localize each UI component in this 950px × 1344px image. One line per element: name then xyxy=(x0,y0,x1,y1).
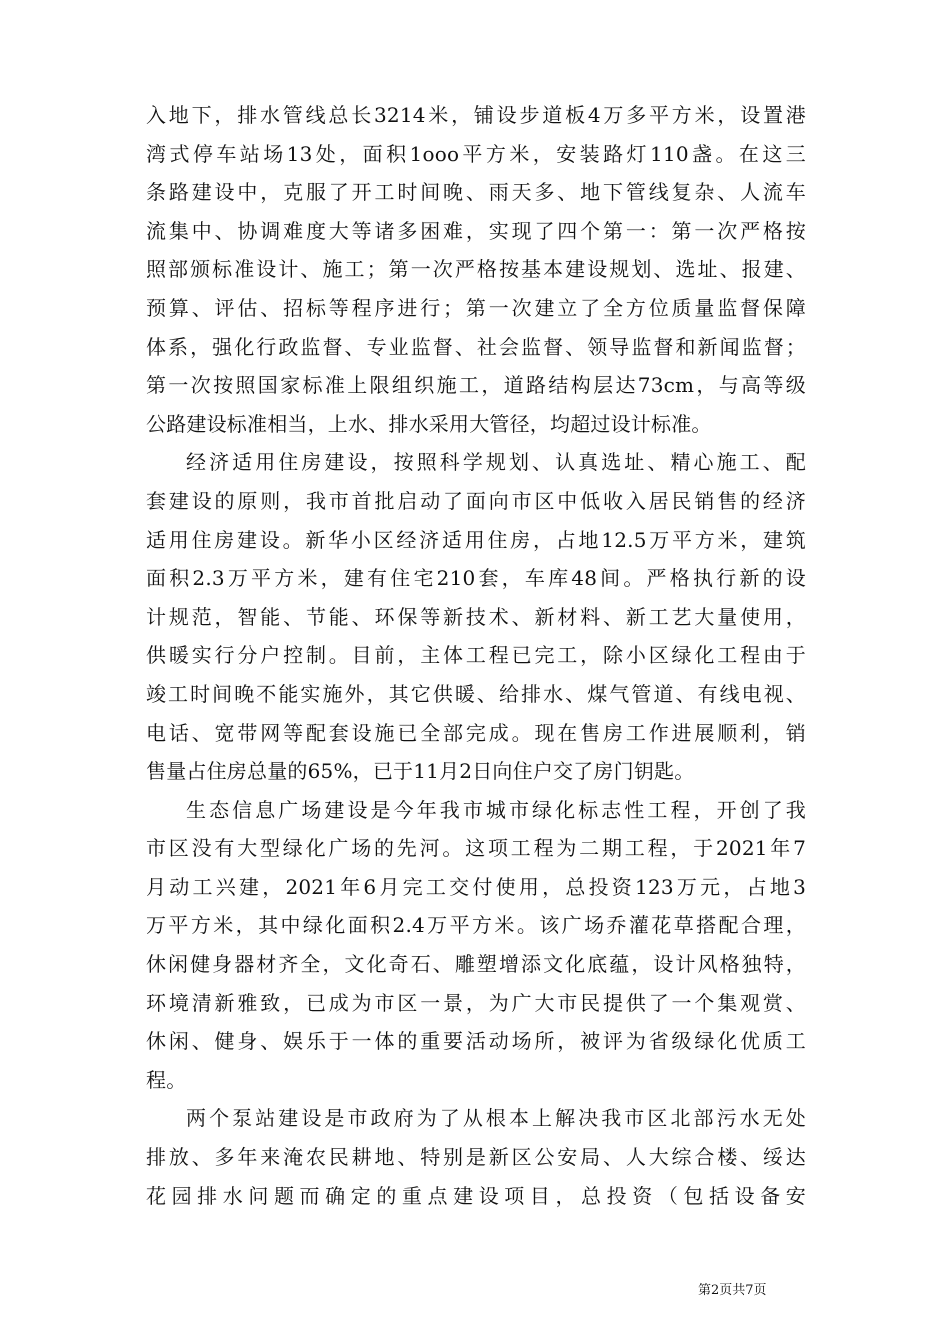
text-line: 花园排水问题而确定的重点建设项目，总投资（包括设备安 xyxy=(146,1183,806,1208)
text-line: 供暖实行分户控制。目前，主体工程已完工，除小区绿化工程由于 xyxy=(146,643,806,668)
text-line: 两个泵站建设是市政府为了从根本上解决我市区北部污水无处 xyxy=(186,1106,806,1131)
text-line: 万平方米，其中绿化面积2.4万平方米。该广场乔灌花草搭配合理， xyxy=(146,913,806,938)
text-line: 体系，强化行政监督、专业监督、社会监督、领导监督和新闻监督； xyxy=(146,334,806,359)
text-line: 入地下，排水管线总长3214米，铺设步道板4万多平方米，设置港 xyxy=(146,103,806,127)
paragraph-4 xyxy=(146,1099,806,1215)
text-line: 休闲健身器材齐全，文化奇石、雕塑增添文化底蕴，设计风格独特， xyxy=(146,952,806,977)
text-line: 计规范，智能、节能、环保等新技术、新材料、新工艺大量使用， xyxy=(146,604,806,629)
text-line: 竣工时间晚不能实施外，其它供暖、给排水、煤气管道、有线电视、 xyxy=(146,681,806,706)
text-line: 电话、宽带网等配套设施已全部完成。现在售房工作进展顺利，销 xyxy=(146,720,806,745)
paragraph-1 xyxy=(146,96,806,443)
text-line: 套建设的原则，我市首批启动了面向市区中低收入居民销售的经济 xyxy=(146,488,806,513)
text-line: 环境清新雅致，已成为市区一景，为广大市民提供了一个集观赏、 xyxy=(146,990,806,1015)
paragraph-3 xyxy=(146,791,806,1100)
text-line: 经济适用住房建设，按照科学规划、认真选址、精心施工、配 xyxy=(186,450,806,475)
text-line: 公路建设标准相当，上水、排水采用大管径，均超过设计标准。 xyxy=(146,411,712,436)
paragraph-2 xyxy=(146,443,806,790)
text-line: 第一次按照国家标准上限组织施工，道路结构层达73cm，与高等级 xyxy=(146,373,806,398)
text-line: 生态信息广场建设是今年我市城市绿化标志性工程，开创了我 xyxy=(186,797,806,822)
text-line: 适用住房建设。新华小区经济适用住房，占地12.5万平方米，建筑 xyxy=(146,527,806,552)
text-line: 照部颁标准设计、施工；第一次严格按基本建设规划、选址、报建、 xyxy=(146,257,806,282)
page-number: 第2页共7页 xyxy=(698,1283,767,1298)
text-line: 湾式停车站场13处，面积1ooo平方米，安装路灯110盏。在这三 xyxy=(146,141,806,166)
text-line: 面积2.3万平方米，建有住宅210套，车库48间。严格执行新的设 xyxy=(146,566,806,591)
text-line: 休闲、健身、娱乐于一体的重要活动场所，被评为省级绿化优质工 xyxy=(146,1029,806,1054)
text-line: 流集中、协调难度大等诸多困难，实现了四个第一：第一次严格按 xyxy=(146,218,806,243)
text-line: 预算、评估、招标等程序进行；第一次建立了全方位质量监督保障 xyxy=(146,295,806,320)
text-line: 排放、多年来淹农民耕地、特别是新区公安局、人大综合楼、绥达 xyxy=(146,1145,806,1170)
text-line: 程。 xyxy=(146,1067,187,1092)
text-line: 月动工兴建，2021年6月完工交付使用，总投资123万元，占地3 xyxy=(146,874,806,899)
text-line: 条路建设中，克服了开工时间晚、雨天多、地下管线复杂、人流车 xyxy=(146,180,806,205)
text-line: 售量占住房总量的65%，已于11月2日向住户交了房门钥匙。 xyxy=(146,759,695,784)
document-body xyxy=(146,96,806,1215)
text-line: 市区没有大型绿化广场的先河。这项工程为二期工程，于2021年7 xyxy=(146,836,806,861)
